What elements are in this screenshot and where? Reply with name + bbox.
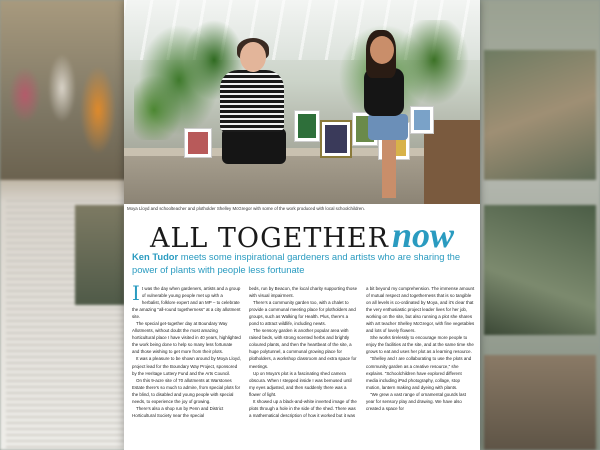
background-photo-right-1 (484, 50, 596, 180)
artwork-frame (320, 120, 352, 158)
paragraph-text: It was a pleasure to be shown around by Moya Lloyd, project lead for the Boundary Way Project, sponsored by the Heritage Lottery Fund and the Arts Council. (132, 356, 241, 376)
paragraph-text: a bit beyond my comprehension. The immense amount of mutual respect and togetherness that is so tangible on all levels is co-ordinated by Moya, and it's clear that the very enthusiastic project leader lives for her job, working on the site, but also running a plot she shares with art teacher Shelley McGregor, with fine vegetables and lots of lovely flowers. (366, 286, 475, 334)
magazine-page (124, 0, 480, 450)
article-paragraph (366, 391, 475, 412)
article-paragraph (249, 285, 358, 299)
article-paragraph (132, 320, 241, 355)
drop-cap: I (132, 285, 140, 305)
article-column-1 (132, 285, 241, 450)
article-paragraph (132, 285, 241, 320)
article-paragraph (366, 285, 475, 334)
article-paragraph (366, 355, 475, 390)
paragraph-text: "Shelley and I are collaborating to use the plots and community garden as a creative resource," she explains. "Schoolchildren have explored different media including iPad photography, collage, stop motion, lantern making and dyeing with plants. (366, 356, 472, 390)
paragraph-text: There's a community garden too, with a chalet to provide a communal meeting place for plotholders and groups, such as Walking for Health. Plus, there's a pond to attract wildlife, including newts. (249, 300, 356, 327)
headline (124, 214, 480, 256)
article-paragraph (249, 370, 358, 398)
article-paragraph (366, 334, 475, 355)
standfirst-text: meets some inspirational gardeners and artists who are sharing the power of plants with people less fortunate (132, 251, 461, 275)
background-inset-photo (75, 205, 125, 305)
standfirst (132, 251, 472, 276)
artwork-frame (184, 128, 212, 158)
artwork-frame (410, 106, 434, 134)
article-body (132, 285, 475, 450)
article-paragraph (249, 327, 358, 369)
background-photo-right-3 (484, 355, 596, 450)
paragraph-text: The special get-together day at Boundary Way Allotments, without doubt the most amazing horticultural place I have visited in 40 years, highlighted the work being done to help so many less fortunate and those wishing to get more from their plots. (132, 321, 241, 355)
paragraph-text: t was the day when gardeners, artists and a group of vulnerable young people met up with a herbalist, folklore expert and an MP – to celebrate the amazing "all-round togetherness" at a city allotment site. (132, 286, 241, 320)
paragraph-text: She works tirelessly to encourage more people to enjoy the facilities at the site, and at the same time she grows to eat and uses her plot as a learning resource. (366, 335, 474, 355)
article-column-3 (366, 285, 475, 450)
background-photo-right-2 (484, 205, 596, 335)
article-paragraph (249, 299, 358, 327)
article-paragraph (132, 377, 241, 405)
background-spread-right (480, 0, 600, 450)
background-photo-left (0, 0, 130, 180)
photo-caption: Moya Lloyd and schoolteacher and plotholder Shelley McGregor with some of the work produced with local schoolchildren. (127, 206, 365, 211)
paragraph-text: There's also a shop run by Penn and District Horticultural Society near the special (132, 405, 224, 418)
headline-main: ALL TOGETHER (149, 223, 389, 254)
paragraph-text: On this 9-acre site of 70 allotments at Warstones Estate there's so much to admire, from special plots for the blind, to disabled and young people with special needs, to experience the joy of growing. (132, 377, 241, 404)
paragraph-text: beds, run by Beacon, the local charity supporting those with visual impairment. (249, 286, 358, 299)
paragraph-text: Up on Moya's plot is a fascinating shed camera obscura. When I stepped inside I was bemused until my eyes adjusted, and then suddenly there was a flower of light. (249, 370, 352, 397)
artwork-frame (294, 110, 320, 142)
headline-script: now (391, 215, 454, 255)
paragraph-text: It showed up a black-and-white inverted image of the plots through a hole in the side of the shed. There was a mathematical description of how it worked but it was (249, 398, 357, 418)
paragraph-text: The sensory garden is another popular area with raised beds, with strong scented herbs and brightly coloured plants, and then the heartbeat of the site, a huge polytunnel, a communal growing place for plotholders, a workshop classroom and extra space for meetings. (249, 328, 357, 369)
article-paragraph (132, 355, 241, 376)
paragraph-text: "We grew a vast range of ornamental gourds last year for sensory play and drawing. We have also created a space for (366, 391, 466, 411)
background-spread-left (0, 0, 130, 450)
article-paragraph (132, 405, 241, 419)
article-column-2 (249, 285, 358, 450)
hero-photo (124, 0, 480, 204)
byline: Ken Tudor (132, 251, 179, 262)
article-paragraph (249, 398, 358, 419)
